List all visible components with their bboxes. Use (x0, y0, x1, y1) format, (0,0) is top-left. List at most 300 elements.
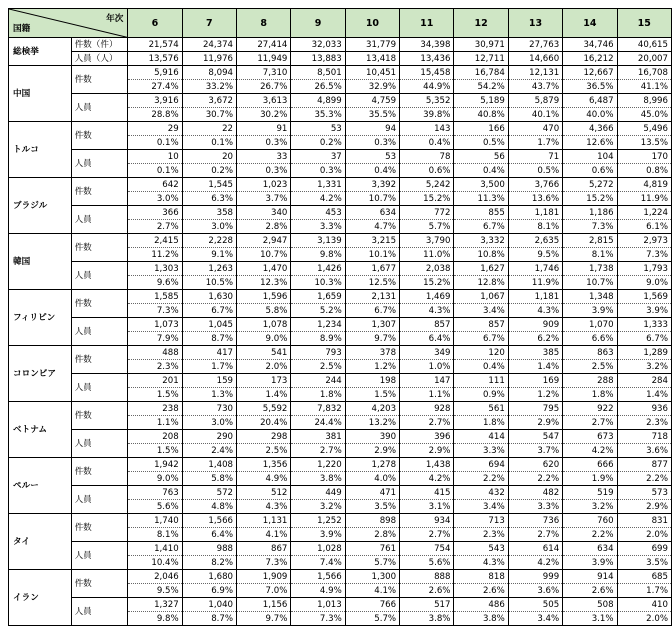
percent-cell: 2.7% (563, 416, 617, 430)
percent-cell: 27.4% (128, 80, 182, 94)
percent-cell: 6.7% (345, 304, 399, 318)
count-cell: 20 (182, 150, 236, 164)
percent-cell: 3.8% (291, 472, 345, 486)
year-header: 11 (400, 9, 454, 38)
category-label: 件数 (71, 290, 128, 318)
category-label: 件数 (71, 178, 128, 206)
percent-cell: 6.2% (508, 332, 562, 346)
value-cell: 32,033 (291, 38, 345, 52)
count-cell: 1,307 (345, 318, 399, 332)
percent-cell: 3.5% (345, 500, 399, 514)
percent-cell: 3.0% (182, 416, 236, 430)
value-cell: 13,418 (345, 52, 399, 66)
count-cell: 766 (345, 598, 399, 612)
percent-cell: 2.2% (508, 472, 562, 486)
percent-cell: 0.1% (182, 136, 236, 150)
count-cell: 855 (454, 206, 508, 220)
count-cell: 453 (291, 206, 345, 220)
count-cell: 1,627 (454, 262, 508, 276)
count-cell: 1,942 (128, 458, 182, 472)
percent-cell: 3.8% (454, 612, 508, 626)
percent-cell: 0.1% (128, 136, 182, 150)
percent-cell: 2.7% (508, 528, 562, 542)
percent-cell: 24.4% (291, 416, 345, 430)
percent-cell: 20.4% (237, 416, 291, 430)
percent-cell: 0.3% (237, 164, 291, 178)
count-cell: 2,815 (563, 234, 617, 248)
percent-cell: 15.2% (400, 192, 454, 206)
count-cell: 415 (400, 486, 454, 500)
value-cell: 31,779 (345, 38, 399, 52)
percent-cell: 3.5% (617, 556, 671, 570)
count-cell: 5,189 (454, 94, 508, 108)
percent-cell: 2.6% (454, 584, 508, 598)
percent-cell: 7.0% (237, 584, 291, 598)
percent-cell: 3.3% (291, 220, 345, 234)
count-cell: 863 (563, 346, 617, 360)
count-cell: 3,916 (128, 94, 182, 108)
percent-cell: 0.6% (563, 164, 617, 178)
country-row (9, 458, 672, 472)
count-cell: 1,278 (345, 458, 399, 472)
count-cell: 16,784 (454, 66, 508, 80)
percent-cell: 10.3% (291, 276, 345, 290)
count-cell: 547 (508, 430, 562, 444)
percent-cell: 1.2% (508, 388, 562, 402)
count-cell: 517 (400, 598, 454, 612)
count-cell: 71 (508, 150, 562, 164)
count-cell: 673 (563, 430, 617, 444)
count-cell: 414 (454, 430, 508, 444)
count-cell: 1,680 (182, 570, 236, 584)
percent-cell: 40.8% (454, 108, 508, 122)
percent-cell: 3.9% (563, 304, 617, 318)
percent-cell: 2.6% (400, 584, 454, 598)
count-cell: 793 (291, 346, 345, 360)
count-cell: 486 (454, 598, 508, 612)
total-row (9, 52, 672, 66)
percent-cell: 12.3% (237, 276, 291, 290)
percent-cell: 35.5% (345, 108, 399, 122)
count-cell: 1,348 (563, 290, 617, 304)
country-row (9, 598, 672, 612)
percent-cell: 0.4% (454, 164, 508, 178)
category-label: 人員 (71, 94, 128, 122)
count-cell: 572 (182, 486, 236, 500)
value-cell: 27,414 (237, 38, 291, 52)
percent-cell: 9.5% (508, 248, 562, 262)
percent-cell: 36.5% (563, 80, 617, 94)
percent-cell: 10.7% (237, 248, 291, 262)
count-cell: 718 (617, 430, 671, 444)
count-cell: 1,078 (237, 318, 291, 332)
count-cell: 159 (182, 374, 236, 388)
percent-cell: 0.9% (454, 388, 508, 402)
count-cell: 642 (128, 178, 182, 192)
percent-cell: 4.7% (345, 220, 399, 234)
value-cell: 27,763 (508, 38, 562, 52)
country-row (9, 542, 672, 556)
count-cell: 2,635 (508, 234, 562, 248)
count-cell: 831 (617, 514, 671, 528)
percent-cell: 1.4% (508, 360, 562, 374)
value-cell: 24,374 (182, 38, 236, 52)
count-cell: 1,426 (291, 262, 345, 276)
category-label: 件数 (71, 514, 128, 542)
count-cell: 5,879 (508, 94, 562, 108)
count-cell: 1,545 (182, 178, 236, 192)
count-cell: 1,070 (563, 318, 617, 332)
percent-cell: 3.1% (563, 612, 617, 626)
count-cell: 208 (128, 430, 182, 444)
count-cell: 5,242 (400, 178, 454, 192)
count-cell: 482 (508, 486, 562, 500)
percent-cell: 2.5% (291, 360, 345, 374)
percent-cell: 1.2% (345, 360, 399, 374)
percent-cell: 6.7% (454, 332, 508, 346)
count-cell: 12,667 (563, 66, 617, 80)
percent-cell: 1.5% (345, 388, 399, 402)
count-cell: 1,659 (291, 290, 345, 304)
percent-cell: 6.7% (454, 220, 508, 234)
count-cell: 1,469 (400, 290, 454, 304)
count-cell: 1,300 (345, 570, 399, 584)
count-cell: 1,585 (128, 290, 182, 304)
percent-cell: 2.2% (617, 472, 671, 486)
value-cell: 20,007 (617, 52, 671, 66)
count-cell: 1,028 (291, 542, 345, 556)
percent-cell: 6.6% (563, 332, 617, 346)
percent-cell: 2.7% (291, 444, 345, 458)
country-row (9, 290, 672, 304)
percent-cell: 1.4% (617, 388, 671, 402)
percent-cell: 9.7% (237, 612, 291, 626)
percent-cell: 1.5% (128, 444, 182, 458)
count-cell: 201 (128, 374, 182, 388)
count-cell: 1,470 (237, 262, 291, 276)
percent-cell: 0.8% (617, 164, 671, 178)
percent-cell: 7.4% (291, 556, 345, 570)
percent-cell: 10.8% (454, 248, 508, 262)
percent-cell: 39.8% (400, 108, 454, 122)
count-cell: 754 (400, 542, 454, 556)
category-label: 件数 (71, 66, 128, 94)
percent-cell: 6.7% (617, 332, 671, 346)
percent-cell: 1.0% (400, 360, 454, 374)
percent-cell: 0.4% (454, 360, 508, 374)
percent-cell: 8.9% (291, 332, 345, 346)
percent-cell: 5.7% (345, 556, 399, 570)
count-cell: 29 (128, 122, 182, 136)
percent-cell: 5.6% (400, 556, 454, 570)
percent-cell: 3.6% (508, 584, 562, 598)
count-cell: 53 (291, 122, 345, 136)
count-cell: 999 (508, 570, 562, 584)
count-cell: 5,352 (400, 94, 454, 108)
percent-cell: 2.5% (237, 444, 291, 458)
percent-cell: 0.2% (291, 136, 345, 150)
country-name: ベトナム (9, 402, 72, 458)
value-cell: 40,615 (617, 38, 671, 52)
count-cell: 888 (400, 570, 454, 584)
year-header: 15 (617, 9, 671, 38)
percent-cell: 10.7% (563, 276, 617, 290)
percent-cell: 5.8% (237, 304, 291, 318)
count-cell: 4,203 (345, 402, 399, 416)
percent-cell: 3.1% (400, 500, 454, 514)
percent-cell: 2.3% (617, 416, 671, 430)
count-cell: 8,996 (617, 94, 671, 108)
count-cell: 614 (508, 542, 562, 556)
percent-cell: 15.2% (563, 192, 617, 206)
percent-cell: 3.3% (508, 500, 562, 514)
foreign-crime-statistics-table (8, 8, 672, 626)
count-cell: 432 (454, 486, 508, 500)
count-cell: 1,181 (508, 206, 562, 220)
country-row (9, 234, 672, 248)
count-cell: 390 (345, 430, 399, 444)
percent-cell: 0.1% (128, 164, 182, 178)
count-cell: 1,156 (237, 598, 291, 612)
country-row (9, 486, 672, 500)
percent-cell: 5.7% (345, 612, 399, 626)
percent-cell: 1.7% (182, 360, 236, 374)
country-row (9, 262, 672, 276)
percent-cell: 33.2% (182, 80, 236, 94)
percent-cell: 0.5% (454, 136, 508, 150)
count-cell: 685 (617, 570, 671, 584)
percent-cell: 3.9% (617, 304, 671, 318)
count-cell: 3,613 (237, 94, 291, 108)
count-cell: 761 (345, 542, 399, 556)
percent-cell: 8.7% (182, 612, 236, 626)
count-cell: 169 (508, 374, 562, 388)
percent-cell: 1.8% (454, 416, 508, 430)
percent-cell: 6.4% (182, 528, 236, 542)
count-cell: 12,131 (508, 66, 562, 80)
country-row (9, 346, 672, 360)
category-label: 件数 (71, 402, 128, 430)
count-cell: 166 (454, 122, 508, 136)
count-cell: 349 (400, 346, 454, 360)
count-cell: 1,566 (291, 570, 345, 584)
value-cell: 16,212 (563, 52, 617, 66)
year-header: 9 (291, 9, 345, 38)
percent-cell: 1.8% (291, 388, 345, 402)
count-cell: 7,832 (291, 402, 345, 416)
value-cell: 11,976 (182, 52, 236, 66)
country-row (9, 402, 672, 416)
percent-cell: 2.7% (400, 416, 454, 430)
percent-cell: 3.4% (454, 500, 508, 514)
count-cell: 15,458 (400, 66, 454, 80)
count-cell: 16,708 (617, 66, 671, 80)
percent-cell: 8.1% (508, 220, 562, 234)
country-row (9, 150, 672, 164)
year-header: 6 (128, 9, 182, 38)
percent-cell: 1.5% (128, 388, 182, 402)
percent-cell: 12.8% (454, 276, 508, 290)
percent-cell: 3.7% (508, 444, 562, 458)
count-cell: 10,451 (345, 66, 399, 80)
count-cell: 488 (128, 346, 182, 360)
count-cell: 284 (617, 374, 671, 388)
percent-cell: 4.2% (400, 472, 454, 486)
count-cell: 2,973 (617, 234, 671, 248)
percent-cell: 4.3% (237, 500, 291, 514)
percent-cell: 3.6% (617, 444, 671, 458)
percent-cell: 3.9% (291, 528, 345, 542)
country-name: トルコ (9, 122, 72, 178)
country-name: 韓国 (9, 234, 72, 290)
percent-cell: 4.9% (237, 472, 291, 486)
count-cell: 763 (128, 486, 182, 500)
count-cell: 5,592 (237, 402, 291, 416)
count-cell: 3,766 (508, 178, 562, 192)
percent-cell: 35.3% (291, 108, 345, 122)
count-cell: 1,040 (182, 598, 236, 612)
count-cell: 91 (237, 122, 291, 136)
percent-cell: 28.8% (128, 108, 182, 122)
percent-cell: 4.2% (508, 556, 562, 570)
count-cell: 634 (563, 542, 617, 556)
percent-cell: 1.1% (400, 388, 454, 402)
count-cell: 988 (182, 542, 236, 556)
country-row (9, 122, 672, 136)
count-cell: 37 (291, 150, 345, 164)
percent-cell: 2.3% (128, 360, 182, 374)
percent-cell: 45.0% (617, 108, 671, 122)
year-header: 7 (182, 9, 236, 38)
header-corner-cell (9, 9, 128, 38)
count-cell: 53 (345, 150, 399, 164)
count-cell: 385 (508, 346, 562, 360)
count-cell: 170 (617, 150, 671, 164)
percent-cell: 6.7% (182, 304, 236, 318)
percent-cell: 2.0% (617, 528, 671, 542)
count-cell: 857 (454, 318, 508, 332)
count-cell: 1,067 (454, 290, 508, 304)
count-cell: 699 (617, 542, 671, 556)
count-cell: 928 (400, 402, 454, 416)
count-cell: 244 (291, 374, 345, 388)
count-cell: 541 (237, 346, 291, 360)
percent-cell: 9.0% (617, 276, 671, 290)
percent-cell: 1.4% (237, 388, 291, 402)
percent-cell: 2.0% (617, 612, 671, 626)
value-cell: 34,398 (400, 38, 454, 52)
count-cell: 543 (454, 542, 508, 556)
count-cell: 396 (400, 430, 454, 444)
category-label: 件数 (71, 234, 128, 262)
percent-cell: 26.7% (237, 80, 291, 94)
percent-cell: 2.7% (400, 528, 454, 542)
count-cell: 3,215 (345, 234, 399, 248)
count-cell: 143 (400, 122, 454, 136)
count-cell: 1,131 (237, 514, 291, 528)
percent-cell: 3.8% (400, 612, 454, 626)
percent-cell: 2.8% (345, 528, 399, 542)
percent-cell: 2.2% (563, 528, 617, 542)
country-name: ブラジル (9, 178, 72, 234)
percent-cell: 12.6% (563, 136, 617, 150)
percent-cell: 2.9% (508, 416, 562, 430)
country-row (9, 66, 672, 80)
category-label: 件数 (71, 570, 128, 598)
percent-cell: 0.3% (291, 164, 345, 178)
value-cell: 11,949 (237, 52, 291, 66)
percent-cell: 7.9% (128, 332, 182, 346)
percent-cell: 1.9% (563, 472, 617, 486)
count-cell: 1,740 (128, 514, 182, 528)
count-cell: 1,186 (563, 206, 617, 220)
count-cell: 1,023 (237, 178, 291, 192)
count-cell: 238 (128, 402, 182, 416)
count-cell: 1,438 (400, 458, 454, 472)
header-row (9, 9, 672, 38)
count-cell: 1,408 (182, 458, 236, 472)
count-cell: 470 (508, 122, 562, 136)
count-cell: 1,630 (182, 290, 236, 304)
count-cell: 5,272 (563, 178, 617, 192)
count-cell: 713 (454, 514, 508, 528)
percent-cell: 11.3% (454, 192, 508, 206)
category-label: 人員 (71, 598, 128, 626)
count-cell: 78 (400, 150, 454, 164)
count-cell: 3,790 (400, 234, 454, 248)
count-cell: 1,013 (291, 598, 345, 612)
table-body (9, 38, 672, 626)
percent-cell: 10.5% (182, 276, 236, 290)
count-cell: 561 (454, 402, 508, 416)
count-cell: 857 (400, 318, 454, 332)
percent-cell: 4.1% (345, 584, 399, 598)
count-cell: 1,909 (237, 570, 291, 584)
total-label: 総検挙 (9, 38, 72, 66)
count-cell: 4,366 (563, 122, 617, 136)
count-cell: 1,596 (237, 290, 291, 304)
percent-cell: 6.3% (182, 192, 236, 206)
percent-cell: 5.6% (128, 500, 182, 514)
count-cell: 4,899 (291, 94, 345, 108)
count-cell: 909 (508, 318, 562, 332)
percent-cell: 30.2% (237, 108, 291, 122)
percent-cell: 8.2% (182, 556, 236, 570)
count-cell: 1,327 (128, 598, 182, 612)
percent-cell: 3.4% (454, 304, 508, 318)
country-name: 中国 (9, 66, 72, 122)
percent-cell: 1.1% (128, 416, 182, 430)
percent-cell: 1.8% (563, 388, 617, 402)
country-name: イラン (9, 570, 72, 626)
percent-cell: 0.4% (400, 136, 454, 150)
percent-cell: 4.3% (454, 556, 508, 570)
category-label: 件数 (71, 122, 128, 150)
count-cell: 290 (182, 430, 236, 444)
percent-cell: 0.3% (345, 136, 399, 150)
count-cell: 449 (291, 486, 345, 500)
count-cell: 1,331 (291, 178, 345, 192)
value-cell: 21,574 (128, 38, 182, 52)
count-cell: 2,038 (400, 262, 454, 276)
percent-cell: 44.9% (400, 80, 454, 94)
count-cell: 620 (508, 458, 562, 472)
year-header: 12 (454, 9, 508, 38)
value-cell: 34,746 (563, 38, 617, 52)
count-cell: 358 (182, 206, 236, 220)
percent-cell: 9.8% (291, 248, 345, 262)
value-cell: 13,576 (128, 52, 182, 66)
